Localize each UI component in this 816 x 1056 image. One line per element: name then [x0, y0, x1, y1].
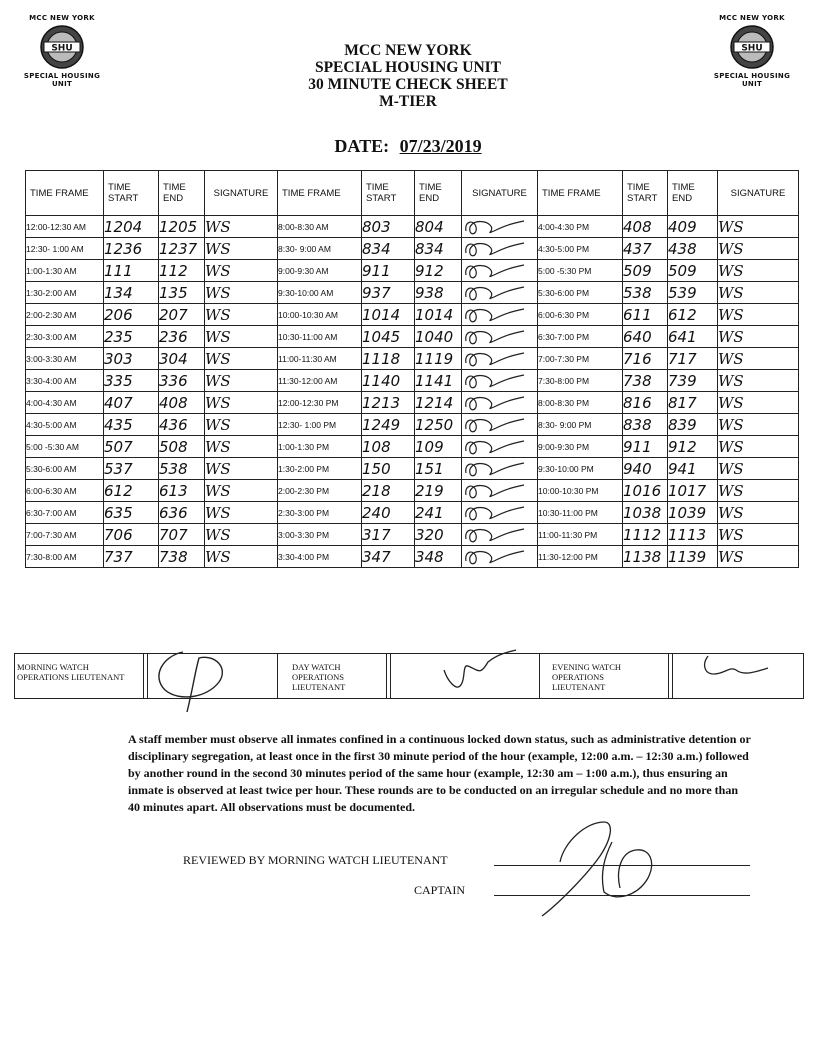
time-frame-cell: 7:00-7:30 PM: [538, 348, 623, 370]
time-frame-cell: 2:00-2:30 AM: [26, 304, 104, 326]
time-start-cell: 803: [362, 216, 415, 238]
signature-cell: WS: [718, 436, 799, 458]
time-frame-cell: 11:00-11:30 PM: [538, 524, 623, 546]
time-frame-cell: 9:00-9:30 PM: [538, 436, 623, 458]
time-frame-cell: 10:00-10:30 PM: [538, 480, 623, 502]
signature-cell: WS: [205, 326, 278, 348]
table-row: [26, 304, 799, 326]
signature-cell: WS: [718, 392, 799, 414]
time-frame-cell: 8:30- 9:00 PM: [538, 414, 623, 436]
handwritten-initials: [462, 217, 528, 237]
morning-lieutenant-cell: [15, 654, 277, 698]
time-start-cell: 408: [623, 216, 668, 238]
time-start-cell: 435: [104, 414, 159, 436]
time-end-cell: 207: [159, 304, 205, 326]
header-signature: SIGNATURE: [718, 171, 799, 216]
signature-cell: WS: [205, 502, 278, 524]
time-start-cell: 706: [104, 524, 159, 546]
time-end-cell: 409: [668, 216, 718, 238]
time-start-cell: 1138: [623, 546, 668, 568]
signature-cell: WS: [205, 260, 278, 282]
time-start-cell: 1045: [362, 326, 415, 348]
time-frame-cell: 1:30-2:00 PM: [278, 458, 362, 480]
time-start-cell: 509: [623, 260, 668, 282]
time-end-cell: 135: [159, 282, 205, 304]
time-end-cell: 1113: [668, 524, 718, 546]
time-start-cell: 218: [362, 480, 415, 502]
time-frame-cell: 8:00-8:30 AM: [278, 216, 362, 238]
time-start-cell: 1204: [104, 216, 159, 238]
time-frame-cell: 10:30-11:00 AM: [278, 326, 362, 348]
time-start-cell: 635: [104, 502, 159, 524]
time-start-cell: 1014: [362, 304, 415, 326]
time-frame-cell: 7:30-8:00 PM: [538, 370, 623, 392]
table-row: [26, 502, 799, 524]
handwritten-initials: [462, 371, 528, 391]
time-frame-cell: 11:30-12:00 AM: [278, 370, 362, 392]
time-frame-cell: 6:00-6:30 PM: [538, 304, 623, 326]
table-row: [26, 326, 799, 348]
evening-lieutenant-label: EVENING WATCH OPERATIONS LIEUTENANT: [552, 662, 622, 692]
signature-cell: WS: [718, 502, 799, 524]
table-header-row: [26, 171, 799, 216]
time-frame-cell: 5:30-6:00 PM: [538, 282, 623, 304]
time-start-cell: 537: [104, 458, 159, 480]
time-start-cell: 437: [623, 238, 668, 260]
time-end-cell: 304: [159, 348, 205, 370]
time-start-cell: 240: [362, 502, 415, 524]
time-start-cell: 737: [104, 546, 159, 568]
time-start-cell: 335: [104, 370, 159, 392]
handwritten-initials: [462, 239, 528, 259]
time-start-cell: 911: [623, 436, 668, 458]
handwritten-initials: [462, 459, 528, 479]
date-line: [0, 136, 816, 157]
time-frame-cell: 6:30-7:00 AM: [26, 502, 104, 524]
logo-bottom-text: SPECIAL HOUSING UNIT: [713, 72, 791, 88]
table-row: [26, 436, 799, 458]
policy-paragraph: A staff member must observe all inmates confined in a continuous locked down status, such as administrative detention or disciplinary segregation, at least once in the first 30 minute period of the hour (example, 12:00 a.m. – 12:30 a.m.) followed by another round in the second 30 minutes period of the same hour (example, 12:30 am – 1:00 a.m.), thus ensuring an inmate is observed at least twice per hour. These rounds are to be conducted on an irregular schedule and no more than 40 minutes apart. All observations must be documented.: [128, 732, 751, 814]
time-end-cell: 941: [668, 458, 718, 480]
time-start-cell: 1140: [362, 370, 415, 392]
time-frame-cell: 12:00-12:30 AM: [26, 216, 104, 238]
signature-cell: [462, 502, 538, 524]
signature-cell: WS: [718, 458, 799, 480]
header-time-frame: TIME FRAME: [26, 171, 104, 216]
time-end-cell: 241: [415, 502, 462, 524]
time-frame-cell: 5:00 -5:30 PM: [538, 260, 623, 282]
logo-center-text: SHU: [51, 43, 73, 54]
time-end-cell: 912: [415, 260, 462, 282]
table-row: [26, 458, 799, 480]
time-frame-cell: 5:00 -5:30 AM: [26, 436, 104, 458]
time-start-cell: 507: [104, 436, 159, 458]
check-sheet-table: [25, 170, 799, 568]
shu-seal-icon: [39, 24, 85, 70]
time-end-cell: 509: [668, 260, 718, 282]
time-frame-cell: 9:30-10:00 AM: [278, 282, 362, 304]
time-end-cell: 348: [415, 546, 462, 568]
signature-cell: WS: [718, 238, 799, 260]
time-frame-cell: 2:30-3:00 AM: [26, 326, 104, 348]
time-end-cell: 641: [668, 326, 718, 348]
signature-cell: WS: [205, 238, 278, 260]
logo-center-text: SHU: [741, 43, 763, 54]
time-start-cell: 816: [623, 392, 668, 414]
time-frame-cell: 1:00-1:30 PM: [278, 436, 362, 458]
signature-cell: [462, 304, 538, 326]
reviewed-by-label: REVIEWED BY MORNING WATCH LIEUTENANT: [183, 853, 448, 867]
time-end-cell: 151: [415, 458, 462, 480]
time-end-cell: 739: [668, 370, 718, 392]
header-time-end: TIME END: [668, 171, 718, 216]
time-start-cell: 303: [104, 348, 159, 370]
time-end-cell: 912: [668, 436, 718, 458]
time-end-cell: 1014: [415, 304, 462, 326]
time-end-cell: 109: [415, 436, 462, 458]
time-end-cell: 1214: [415, 392, 462, 414]
handwritten-initials: [462, 525, 528, 545]
time-start-cell: 134: [104, 282, 159, 304]
time-frame-cell: 12:30- 1:00 PM: [278, 414, 362, 436]
signature-cell: [462, 282, 538, 304]
date-label: DATE:: [334, 136, 390, 156]
time-start-cell: 235: [104, 326, 159, 348]
time-frame-cell: 5:30-6:00 AM: [26, 458, 104, 480]
table-row: [26, 348, 799, 370]
handwritten-initials: [462, 261, 528, 281]
handwritten-initials: [462, 481, 528, 501]
handwritten-signature: [520, 812, 670, 922]
handwritten-initials: [462, 283, 528, 303]
table-row: [26, 392, 799, 414]
time-frame-cell: 4:30-5:00 AM: [26, 414, 104, 436]
handwritten-initials: [462, 349, 528, 369]
time-start-cell: 612: [104, 480, 159, 502]
header-time-start: TIME START: [623, 171, 668, 216]
time-start-cell: 206: [104, 304, 159, 326]
time-end-cell: 613: [159, 480, 205, 502]
table-row: [26, 524, 799, 546]
signature-cell: [462, 480, 538, 502]
time-end-cell: 320: [415, 524, 462, 546]
table-row: [26, 370, 799, 392]
signature-cell: [462, 414, 538, 436]
time-frame-cell: 6:00-6:30 AM: [26, 480, 104, 502]
time-frame-cell: 2:00-2:30 PM: [278, 480, 362, 502]
time-frame-cell: 8:30- 9:00 AM: [278, 238, 362, 260]
title-line: MCC NEW YORK: [344, 42, 472, 59]
time-end-cell: 839: [668, 414, 718, 436]
time-start-cell: 150: [362, 458, 415, 480]
signature-cell: WS: [205, 370, 278, 392]
signature-cell: WS: [718, 282, 799, 304]
signature-cell: WS: [205, 436, 278, 458]
logo-top-text: MCC NEW YORK: [29, 14, 95, 22]
time-end-cell: 408: [159, 392, 205, 414]
morning-lieutenant-label: MORNING WATCH OPERATIONS LIEUTENANT: [17, 662, 125, 682]
time-end-cell: 1237: [159, 238, 205, 260]
time-frame-cell: 3:30-4:00 PM: [278, 546, 362, 568]
time-frame-cell: 4:00-4:30 PM: [538, 216, 623, 238]
time-frame-cell: 1:30-2:00 AM: [26, 282, 104, 304]
logo-bottom-text: SPECIAL HOUSING UNIT: [23, 72, 101, 88]
table-row: [26, 260, 799, 282]
time-start-cell: 347: [362, 546, 415, 568]
time-start-cell: 1038: [623, 502, 668, 524]
time-start-cell: 1249: [362, 414, 415, 436]
signature-cell: [462, 392, 538, 414]
time-frame-cell: 4:00-4:30 AM: [26, 392, 104, 414]
time-frame-cell: 10:00-10:30 AM: [278, 304, 362, 326]
handwritten-initials: [462, 503, 528, 523]
time-start-cell: 640: [623, 326, 668, 348]
time-end-cell: 938: [415, 282, 462, 304]
signature-cell: WS: [718, 546, 799, 568]
time-end-cell: 1205: [159, 216, 205, 238]
header-time-start: TIME START: [104, 171, 159, 216]
time-end-cell: 636: [159, 502, 205, 524]
time-frame-cell: 11:00-11:30 AM: [278, 348, 362, 370]
time-start-cell: 611: [623, 304, 668, 326]
header-time-start: TIME START: [362, 171, 415, 216]
date-value: 07/23/2019: [399, 136, 482, 156]
signature-cell: WS: [718, 524, 799, 546]
time-start-cell: 940: [623, 458, 668, 480]
time-frame-cell: 1:00-1:30 AM: [26, 260, 104, 282]
time-end-cell: 438: [668, 238, 718, 260]
signature-cell: [462, 326, 538, 348]
header-signature: SIGNATURE: [205, 171, 278, 216]
handwritten-initials: [462, 393, 528, 413]
time-end-cell: 236: [159, 326, 205, 348]
page-title: [230, 42, 586, 110]
time-frame-cell: 12:30- 1:00 AM: [26, 238, 104, 260]
time-start-cell: 108: [362, 436, 415, 458]
signature-cell: WS: [718, 260, 799, 282]
signature-cell: [462, 348, 538, 370]
time-start-cell: 738: [623, 370, 668, 392]
signature-cell: WS: [205, 480, 278, 502]
time-start-cell: 834: [362, 238, 415, 260]
logo-top-text: MCC NEW YORK: [719, 14, 785, 22]
header-time-end: TIME END: [159, 171, 205, 216]
evening-lieutenant-cell: [539, 654, 804, 698]
time-end-cell: 1017: [668, 480, 718, 502]
time-end-cell: 738: [159, 546, 205, 568]
time-frame-cell: 6:30-7:00 PM: [538, 326, 623, 348]
signature-cell: WS: [205, 524, 278, 546]
signature-cell: WS: [718, 304, 799, 326]
time-end-cell: 538: [159, 458, 205, 480]
time-end-cell: 508: [159, 436, 205, 458]
table-row: [26, 546, 799, 568]
table-row: [26, 238, 799, 260]
signature-cell: [462, 436, 538, 458]
time-start-cell: 111: [104, 260, 159, 282]
time-end-cell: 1119: [415, 348, 462, 370]
signature-cell: [462, 370, 538, 392]
signature-cell: WS: [718, 326, 799, 348]
signature-cell: WS: [205, 348, 278, 370]
time-end-cell: 436: [159, 414, 205, 436]
signature-cell: WS: [718, 216, 799, 238]
table-row: [26, 414, 799, 436]
day-lieutenant-label: DAY WATCH OPERATIONS LIEUTENANT: [292, 662, 346, 692]
signature-cell: WS: [205, 304, 278, 326]
time-frame-cell: 7:00-7:30 AM: [26, 524, 104, 546]
day-lieutenant-cell: [277, 654, 540, 698]
signature-cell: [462, 546, 538, 568]
time-end-cell: 717: [668, 348, 718, 370]
time-frame-cell: 3:00-3:30 AM: [26, 348, 104, 370]
signature-cell: WS: [718, 414, 799, 436]
table-row: [26, 282, 799, 304]
time-end-cell: 1141: [415, 370, 462, 392]
signature-cell: WS: [205, 392, 278, 414]
time-frame-cell: 4:30-5:00 PM: [538, 238, 623, 260]
time-frame-cell: 8:00-8:30 PM: [538, 392, 623, 414]
signature-cell: WS: [205, 414, 278, 436]
handwritten-initials: [462, 437, 528, 457]
time-frame-cell: 12:00-12:30 PM: [278, 392, 362, 414]
table-row: [26, 216, 799, 238]
divider: [386, 654, 391, 698]
time-start-cell: 407: [104, 392, 159, 414]
time-frame-cell: 3:30-4:00 AM: [26, 370, 104, 392]
time-frame-cell: 2:30-3:00 PM: [278, 502, 362, 524]
time-start-cell: 937: [362, 282, 415, 304]
signature-cell: [462, 238, 538, 260]
time-start-cell: 1213: [362, 392, 415, 414]
time-end-cell: 112: [159, 260, 205, 282]
title-line: SPECIAL HOUSING UNIT: [314, 59, 502, 76]
time-frame-cell: 9:00-9:30 AM: [278, 260, 362, 282]
time-end-cell: 804: [415, 216, 462, 238]
signature-cell: WS: [718, 480, 799, 502]
signature-cell: [462, 216, 538, 238]
time-end-cell: 219: [415, 480, 462, 502]
signature-cell: WS: [718, 370, 799, 392]
shu-seal-icon: [729, 24, 775, 70]
time-frame-cell: 9:30-10:00 PM: [538, 458, 623, 480]
time-start-cell: 317: [362, 524, 415, 546]
handwritten-initials: [438, 644, 518, 696]
time-end-cell: 539: [668, 282, 718, 304]
title-line: M-TIER: [379, 93, 437, 110]
signature-cell: [462, 260, 538, 282]
time-end-cell: 817: [668, 392, 718, 414]
captain-label: CAPTAIN: [414, 883, 466, 897]
time-frame-cell: 11:30-12:00 PM: [538, 546, 623, 568]
shu-logo-left: [14, 14, 110, 88]
time-start-cell: 1236: [104, 238, 159, 260]
handwritten-initials: [462, 327, 528, 347]
time-frame-cell: 3:00-3:30 PM: [278, 524, 362, 546]
time-start-cell: 838: [623, 414, 668, 436]
handwritten-initials: [462, 547, 528, 567]
signature-cell: [462, 524, 538, 546]
time-frame-cell: 7:30-8:00 AM: [26, 546, 104, 568]
time-start-cell: 1016: [623, 480, 668, 502]
signature-cell: WS: [205, 546, 278, 568]
handwritten-initials: [690, 652, 780, 692]
signature-cell: WS: [718, 348, 799, 370]
handwritten-initials: [143, 642, 243, 732]
time-end-cell: 1250: [415, 414, 462, 436]
time-start-cell: 1112: [623, 524, 668, 546]
signature-cell: [462, 458, 538, 480]
signature-cell: WS: [205, 458, 278, 480]
title-line: 30 MINUTE CHECK SHEET: [308, 76, 508, 93]
time-start-cell: 911: [362, 260, 415, 282]
table-row: [26, 480, 799, 502]
divider: [668, 654, 673, 698]
time-end-cell: 336: [159, 370, 205, 392]
time-start-cell: 716: [623, 348, 668, 370]
time-end-cell: 707: [159, 524, 205, 546]
header-time-frame: TIME FRAME: [278, 171, 362, 216]
signature-cell: WS: [205, 216, 278, 238]
header-time-end: TIME END: [415, 171, 462, 216]
time-start-cell: 538: [623, 282, 668, 304]
handwritten-initials: [462, 415, 528, 435]
time-end-cell: 612: [668, 304, 718, 326]
header-time-frame: TIME FRAME: [538, 171, 623, 216]
header-signature: SIGNATURE: [462, 171, 538, 216]
time-end-cell: 1039: [668, 502, 718, 524]
time-end-cell: 1139: [668, 546, 718, 568]
time-frame-cell: 10:30-11:00 PM: [538, 502, 623, 524]
time-end-cell: 1040: [415, 326, 462, 348]
lieutenant-signature-strip: [14, 653, 804, 699]
time-end-cell: 834: [415, 238, 462, 260]
time-start-cell: 1118: [362, 348, 415, 370]
shu-logo-right: [704, 14, 800, 88]
signature-cell: WS: [205, 282, 278, 304]
handwritten-initials: [462, 305, 528, 325]
